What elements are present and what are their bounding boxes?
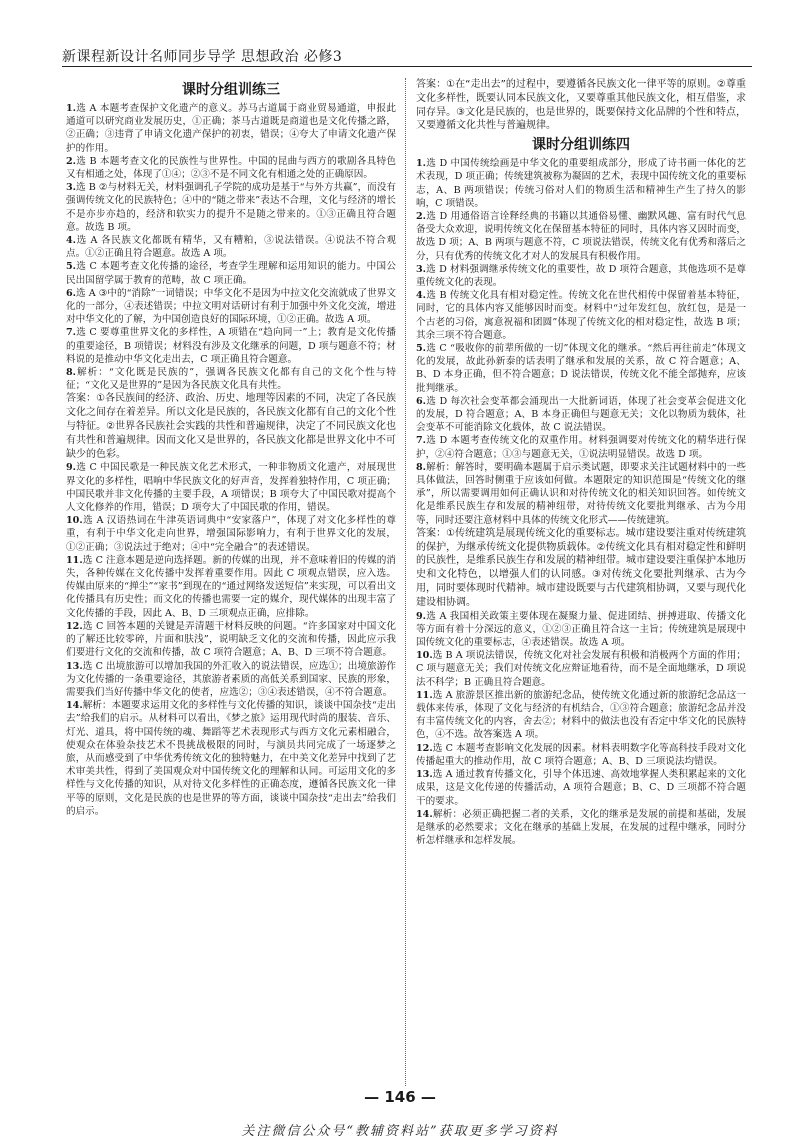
question-answer-item: [416, 263, 746, 289]
item-number: 10.: [416, 650, 433, 662]
item-text: 选 A 通过教育传播文化，引导个体迅速、高效地掌握人类积累起来的文化成果，这是文化传递的传播活动，A 项符合题意；B、C、D 三项都不符合题干的要求。: [416, 769, 746, 807]
question-answer-item: [66, 234, 396, 260]
question-answer-item: [416, 289, 746, 342]
question-answer-item: [66, 287, 396, 327]
item-text: 解析：必须正确把握二者的关系，文化的继承是发展的前提和基础，发展是继承的必然要求；文化在继承的基础上发展，在发展的过程中继承，同时分析怎样继承和怎样发展。: [416, 808, 746, 847]
item-text: 解析：解答时，要明确本题属于启示类试题，即要求关注试题材料中的一些具体做法，回答时侧重于应该如何做。本题限定的知识范围是“传统文化的继承”，所以需要调用如何正确认识和对待传统文化的相关知识回答。如传统文化是维系民族生存和发展的精神纽带，对待传统文化要批判继承、古为今用等，同时还要注意材料中具体的传统文化形式——传统建筑。: [416, 461, 746, 526]
item-number: 11.: [66, 554, 83, 566]
left-item-list: [66, 102, 396, 818]
item-answer: 答案：①传统建筑是展现传统文化的重要标志。城市建设要注重对传统建筑的保护，为继承传统文化提供物质载体。②传统文化具有相对稳定性和鲜明的民族性，是维系民族生存和发展的精神纽带。城市建设要注重保护本地历史和文化特色，以增强人们的认同感。③对传统文化要批判继承、古为今用，同时要体现时代精神。城市建设既要与古代建筑相协调，又要与现代化建设相协调。: [416, 527, 746, 608]
right-item-list: [416, 157, 746, 847]
item-text: 选 A 本题考查保护文化遗产的意义。苏马古道属于商业贸易通道，申报此通道可以研究商业发展历史，①正确；茶马古道既是商道也是文化传播之路，②正确；③违背了申请文化遗产保护的初衷，错误；④夸大了申请文化遗产保护的作用。: [66, 103, 396, 154]
item-text: 选 C 回答本题的关键是弄清题干材料反映的问题。“许多国家对中国文化的了解还比较零碎，片面和肤浅”，说明缺乏文化的交流和传播，因此应示我们要进行文化的交流和传播，故 C 项符合题意；A、B、D 三项不符合题意。: [66, 620, 396, 659]
item-number: 6.: [66, 287, 77, 299]
question-answer-item: [416, 768, 746, 808]
footer-note: 关注微信公众号“教辅资料站”获取更多学习资料: [241, 1124, 559, 1139]
question-answer-item: [66, 699, 396, 818]
question-answer-item: [416, 610, 746, 650]
question-answer-item: [66, 181, 396, 234]
item-number: 12.: [66, 620, 83, 632]
item-number: 3.: [66, 182, 77, 194]
question-answer-item: [416, 342, 746, 395]
item-number: 5.: [66, 261, 77, 273]
question-answer-item: [416, 649, 746, 689]
item-text: 选 C 本题考查文化传播的途径，考查学生理解和运用知识的能力。中国公民出国留学属于教育的范畴，故 C 项正确。: [66, 261, 396, 286]
item-text: 选 D 中国传统绘画是中华文化的重要组成部分，形成了诗书画一体化的艺术表现，D 项正确；传统建筑被称为凝固的艺术，表现中国传统文化的重要标志，A、B 两项错误；传统习俗对人们的物质生活和精神生产生了持久的影响，C 项错误。: [416, 158, 746, 209]
right-column: [416, 78, 746, 847]
item-text: 选 D 本题考查传统文化的双重作用。材料强调要对传统文化的精华进行保护，②④符合题意；①③与题意无关，①说法明显错误。故选 D 项。: [416, 435, 746, 460]
question-answer-item: [416, 742, 746, 768]
question-answer-item: [66, 554, 396, 620]
item-text: 选 D 材料强调继承传统文化的重要性，故 D 项符合题意，其他选项不是尊重传统文化的表现。: [416, 263, 746, 289]
item-number: 13.: [66, 660, 83, 672]
item-text: 选 D 用通俗语言诠释经典的书籍以其通俗易懂、幽默风趣、富有时代气息备受大众欢迎，说明传统文化在保留基本特征的同时，具体内容又因时而变，故选 D 项；A、B 两项与题意不符，C 项说法错误，传统文化有优秀和落后之分，只有优秀的传统文化才对人的发展具有积极作用。: [416, 211, 746, 262]
item-number: 7.: [416, 435, 427, 447]
item-text: 选 B ②与材料无关，材料强调孔子学院的成功是基于“与外方共赢”，而没有强调传统文化的民族特色；④中的“随之带来”表达不合理，文化与经济的增长不是亦步亦趋的，经济和软实力的提升不是随之带来的。①③正确且符合题意。故选 B 项。: [66, 182, 396, 233]
question-answer-item: [416, 395, 746, 435]
item-number: 4.: [416, 290, 427, 302]
item-text: 选 B 本题考查文化的民族性与世界性。中国的昆曲与西方的歌剧各具特色又有相通之处，体现了①④；②③不是不同文化有相通之处的正确原因。: [66, 155, 396, 181]
question-answer-item: [416, 157, 746, 210]
question-answer-item: [66, 155, 396, 181]
item-text: 选 C 出境旅游可以增加我国的外汇收入的说法错误，应选①；出境旅游作为文化传播的一条重要途径，其旅游者素质的高低关系到国家、民族的形象，需要我们当好传播中华文化的使者，应选②；③④表述错误，④不符合题意。: [66, 660, 396, 698]
item-number: 10.: [66, 515, 83, 527]
item-text: 选 A 各民族文化都既有精华，又有糟粕，③说法错误。④说法不符合观点。①②正确且符合题意。故选 A 项。: [66, 235, 396, 260]
item-number: 5.: [416, 343, 427, 355]
header-title: 新课程新设计名师同步导学 思想政治 必修3: [62, 49, 343, 65]
item-number: 8.: [416, 461, 427, 473]
question-answer-item: [66, 326, 396, 366]
item-text: 选 C “吸收你的前辈所做的一切”体现文化的继承。“然后再往前走”体现文化的发展，故此孙新泰的话表明了继承和发展的关系，故 C 符合题意；A、B、D 本身正确，但不符合题意；D 说法错误，传统文化不能全部抛弃，应该批判继承。: [416, 343, 746, 394]
item-text: 选 B A 项说法错误，传统文化对社会发展有积极和消极两个方面的作用；C 项与题意无关；我们对传统文化应辩证地看待，而不是全面地继承，D 项说法不科学；B 正确且符合题意。: [416, 650, 746, 688]
item-number: 6.: [416, 395, 427, 407]
item-number: 7.: [66, 327, 77, 339]
item-text: 选 A ③中的“消除”一词错误；中华文化不是因为中拉文化交流就成了世界文化的一部分，④表述错误；中拉文明对话研讨有利于加强中外文化交流，增进对中华文化的了解，为中国创造良好的国际环境，①②正确。故选 A 项。: [66, 287, 396, 326]
running-header: [62, 46, 742, 66]
item-text: 选 A 我国相关政策主要体现在凝聚力量、促进团结、拼搏进取、传播文化等方面有着十分深远的意义，①②③正确且符合这一主旨；传统建筑是展现中国传统文化的重要标志，④表述错误。故选 A 项。: [416, 610, 746, 649]
item-number: 9.: [66, 462, 77, 474]
header-rule: [62, 66, 752, 67]
item-text: 选 C 本题考查影响文化发展的因素。材料表明数字化等高科技手段对文化传播起重大的推动作用，故 C 项符合题意；A、B、D 三项说法均错误。: [416, 742, 746, 767]
question-answer-item: [66, 260, 396, 286]
carryover-answer: 答案：①在“走出去”的过程中，要遵循各民族文化一律平等的原则。②尊重文化多样性，既要认同本民族文化，又要尊重其他民族文化，相互借鉴，求同存异。③文化是民族的，也是世界的，既要保持文化品牌的个性和特点，又要遵循文化共性与普遍规律。: [416, 79, 746, 132]
item-number: 1.: [66, 103, 77, 114]
item-number: 2.: [416, 211, 427, 222]
question-answer-item: [66, 620, 396, 660]
question-answer-item: [66, 461, 396, 514]
item-number: 14.: [66, 700, 83, 712]
item-number: 8.: [66, 367, 77, 379]
item-text: 选 D 每次社会变革都会涌现出一大批新词语，体现了社会变革会促进文化的发展，D 符合题意；A、B 本身正确但与题意无关；文化以物质为载体，社会变革不可能消除文化载体，故 C 说法错误。: [416, 395, 746, 434]
section-title-3: 课时分组训练三: [182, 82, 280, 98]
item-number: 13.: [416, 769, 433, 781]
item-text: 选 C 注意本题是逆向选择题。新的传媒的出现，并不意味着旧的传媒的消失，各种传媒在文化传播中发挥着重要作用。因此 C 项观点错误，应入选。传媒由原来的“掸尘”“家书”到现在的“通过网络发送短信”来实现，可以看出文化传播具有历史性；而文化的传播也需要一定的媒介，现代媒体的出现丰富了文化传播的手段，因此 A、B、D 三项观点正确，应排除。: [66, 554, 396, 619]
item-text: 选 A 汉语热词在牛津英语词典中“安家落户”，体现了对文化多样性的尊重，有利于中华文化走向世界，增强国际影响力，有利于世界文化的发展，①②正确；③说法过于绝对；④中“完全融合”的表述错误。: [66, 515, 396, 553]
item-text: 选 C 中国民歌是一种民族文化艺术形式，一种非物质文化遗产，对展现世界文化的多样性，唱响中华民族文化的好声音，发挥着独特作用，C 项正确；中国民歌并非文化传播的主要手段，A 项错误；B 项夸大了中国民歌对提高个人文化修养的作用，错误；D 项夸大了中国民歌的作用，错误。: [66, 462, 396, 514]
item-number: 2.: [66, 155, 77, 167]
question-answer-item: [416, 434, 746, 460]
item-number: 12.: [416, 742, 433, 754]
page-number: — 146 —: [364, 1088, 436, 1106]
left-column: [66, 78, 396, 818]
question-answer-item: [416, 689, 746, 742]
question-answer-item: [416, 210, 746, 263]
item-text: 选 B 传统文化具有相对稳定性。传统文化在世代相传中保留着基本特征，同时，它的具体内容又能够因时而变。材料中“过年发红包，放红包，是是一个古老的习俗，寓意祝福和团圆”体现了传统文化的相对稳定性，故选 B 项；其余三项不符合题意。: [416, 290, 746, 341]
item-number: 11.: [416, 689, 433, 701]
question-answer-item: [416, 461, 746, 527]
question-answer-item: [66, 102, 396, 155]
item-number: 3.: [416, 263, 427, 275]
item-text: 解析：“文化既是民族的”，强调各民族文化都有自己的文化个性与特征；“文化又是世界的”是因为各民族文化具有共性。: [66, 367, 396, 392]
column-divider: [405, 78, 406, 1086]
item-text: 选 C 要尊重世界文化的多样性，A 项错在“趋向同一”上；教育是文化传播的重要途径，B 项错误；材料没有涉及文化继承的问题，D 项与题意不符；材料说的是推动中华文化走出去，C 项正确且符合题意。: [66, 327, 396, 365]
item-number: 4.: [66, 235, 77, 247]
item-answer: 答案：①各民族间的经济、政治、历史、地理等因素的不同，决定了各民族文化之间存在着差异。所以文化是民族的，各民族文化都有自己的文化个性与特征。②世界各民族社会实践的共性和普遍规律，决定了不同民族文化也有共性和普遍规律。因而文化又是世界的，各民族文化都是世界文化中不可缺少的色彩。: [66, 393, 396, 460]
item-text: 解析：本题要求运用文化的多样性与文化传播的知识，谈谈中国杂技“走出去”给我们的启示。从材料可以看出，《梦之旅》运用现代时尚的服装、音乐、灯光、道具，将中国传统的魂、舞蹈等艺术表现形式与西方文化元素相融合，使观众在体验杂技艺术不畏挑战极限的同时，与演员共同完成了一场逐梦之旅，从而感受到了中华优秀传统文化的独特魅力，在中美文化差异中找到了艺术审美共性，得到了美国观众对中国传统文化的理解和认同。可运用文化的多样性与文化传播的知识，从对待文化多样性的正确态度，遵循各民族文化一律平等的原则，文化是民族的也是世界的等方面，谈谈中国杂技“走出去”给我们的启示。: [66, 700, 396, 817]
item-number: 14.: [416, 808, 433, 820]
item-number: 9.: [416, 610, 427, 622]
item-text: 选 A 旅游景区推出新的旅游纪念品，使传统文化通过新的旅游纪念品这一载体来传承，体现了文化与经济的有机结合，①③符合题意；旅游纪念品并没有丰富传统文化的内容，舍去②；材料中的做法也没有否定中华文化的民族特色，④不选。故答案选 A 项。: [416, 689, 746, 741]
section-title-4: 课时分组训练四: [532, 137, 630, 154]
question-answer-item: [66, 514, 396, 554]
item-number: 1.: [416, 158, 427, 170]
question-answer-item: [66, 366, 396, 392]
question-answer-item: [416, 808, 746, 848]
question-answer-item: [66, 660, 396, 700]
